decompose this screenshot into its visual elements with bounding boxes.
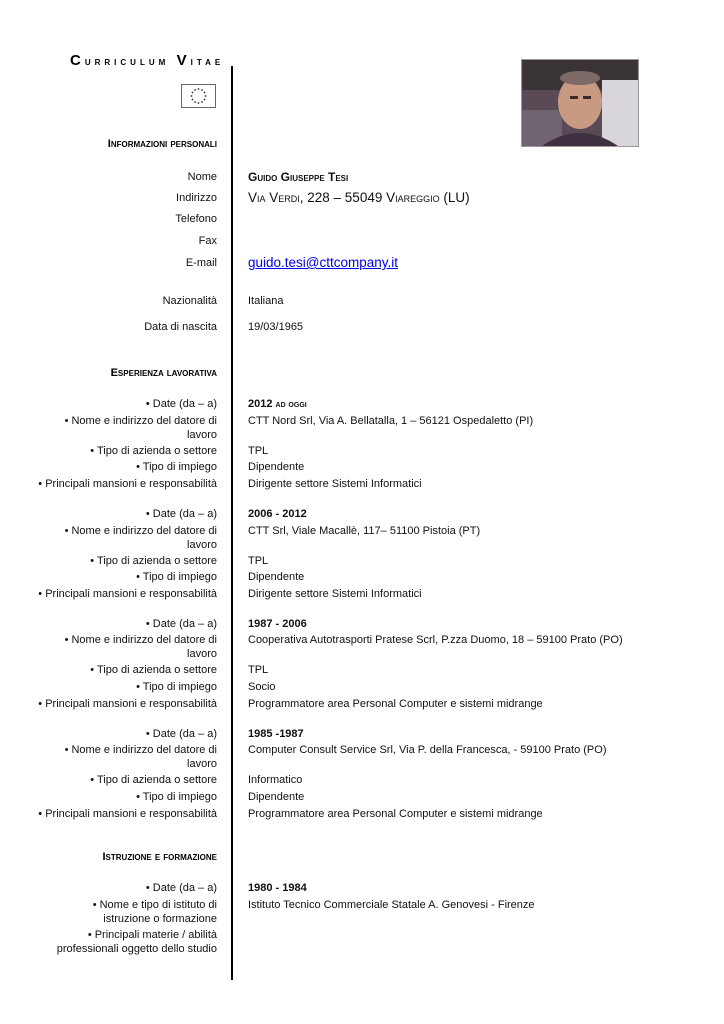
column-divider: [231, 66, 233, 980]
label-sector: • Tipo di azienda o settore: [90, 555, 217, 567]
job-date: 2006 - 2012: [248, 508, 307, 520]
label-date: • Date (da – a): [145, 728, 217, 740]
job-sector: TPL: [248, 664, 269, 676]
label-employer: • Nome e indirizzo del datore di lavoro: [64, 415, 217, 441]
edu-date: 1980 - 1984: [248, 882, 307, 894]
label-address: Indirizzo: [176, 192, 217, 204]
label-nationality: Nazionalità: [162, 295, 217, 307]
section-heading-personal: Informazioni personali: [107, 138, 217, 150]
label-edu-subjects: • Principali materie / abilità professionali oggetto dello studio: [56, 929, 217, 955]
label-date: • Date (da – a): [145, 398, 217, 410]
section-heading-experience: Esperienza lavorativa: [110, 367, 217, 379]
job-sector: TPL: [248, 555, 269, 567]
job-employer: CTT Srl, Viale Macallè, 117– 51100 Pistoia (PT): [248, 525, 481, 537]
label-duties: • Principali mansioni e responsabilità: [38, 478, 217, 490]
section-heading-education: Istruzione e formazione: [102, 851, 217, 863]
label-email: E-mail: [185, 257, 217, 269]
job-type: Dipendente: [248, 461, 305, 473]
job-duties: Dirigente settore Sistemi Informatici: [248, 588, 422, 600]
job-employer: Cooperativa Autotrasporti Pratese Scrl, P.zza Duomo, 18 – 59100 Prato (PO): [248, 634, 623, 646]
job-type: Dipendente: [248, 791, 305, 803]
label-date: • Date (da – a): [145, 618, 217, 630]
label-date: • Date (da – a): [145, 508, 217, 520]
value-nationality: Italiana: [248, 295, 284, 307]
job-date: 1987 - 2006: [248, 618, 307, 630]
label-name: Nome: [187, 171, 217, 183]
label-type: • Tipo di impiego: [136, 681, 217, 693]
label-sector: • Tipo di azienda o settore: [90, 445, 217, 457]
job-type: Dipendente: [248, 571, 305, 583]
eu-flag-icon: [181, 84, 216, 108]
job-employer: Computer Consult Service Srl, Via P. della Francesca, - 59100 Prato (PO): [248, 744, 607, 756]
label-employer: • Nome e indirizzo del datore di lavoro: [64, 634, 217, 660]
label-duties: • Principali mansioni e responsabilità: [38, 588, 217, 600]
job-date: 1985 -1987: [248, 728, 304, 740]
label-phone: Telefono: [175, 213, 217, 225]
label-sector: • Tipo di azienda o settore: [90, 664, 217, 676]
profile-photo: [521, 59, 639, 147]
job-duties: Programmatore area Personal Computer e sistemi midrange: [248, 698, 543, 710]
job-employer: CTT Nord Srl, Via A. Bellatalla, 1 – 56121 Ospedaletto (PI): [248, 415, 534, 427]
job-type: Socio: [248, 681, 276, 693]
label-type: • Tipo di impiego: [136, 461, 217, 473]
label-duties: • Principali mansioni e responsabilità: [38, 698, 217, 710]
job-duties: Programmatore area Personal Computer e sistemi midrange: [248, 808, 543, 820]
label-edu-date: • Date (da – a): [145, 882, 217, 894]
label-employer: • Nome e indirizzo del datore di lavoro: [64, 525, 217, 551]
job-sector: Informatico: [248, 774, 303, 786]
value-name: Guido Giuseppe Tesi: [248, 170, 349, 184]
label-duties: • Principali mansioni e responsabilità: [38, 808, 217, 820]
label-type: • Tipo di impiego: [136, 571, 217, 583]
label-type: • Tipo di impiego: [136, 791, 217, 803]
job-date: 2012 ad oggi: [248, 398, 307, 410]
job-sector: TPL: [248, 445, 269, 457]
label-birthdate: Data di nascita: [144, 321, 217, 333]
value-address: Via Verdi, 228 – 55049 Viareggio (LU): [248, 190, 470, 205]
label-sector: • Tipo di azienda o settore: [90, 774, 217, 786]
document-title: Curriculum Vitae: [70, 52, 225, 69]
edu-institute: Istituto Tecnico Commerciale Statale A. Genovesi - Firenze: [248, 899, 535, 911]
label-employer: • Nome e indirizzo del datore di lavoro: [64, 744, 217, 770]
label-edu-institute: • Nome e tipo di istituto di istruzione o formazione: [92, 899, 217, 925]
email-link[interactable]: guido.tesi@cttcompany.it: [248, 255, 399, 270]
value-birthdate: 19/03/1965: [248, 321, 304, 333]
job-duties: Dirigente settore Sistemi Informatici: [248, 478, 422, 490]
label-fax: Fax: [198, 235, 217, 247]
